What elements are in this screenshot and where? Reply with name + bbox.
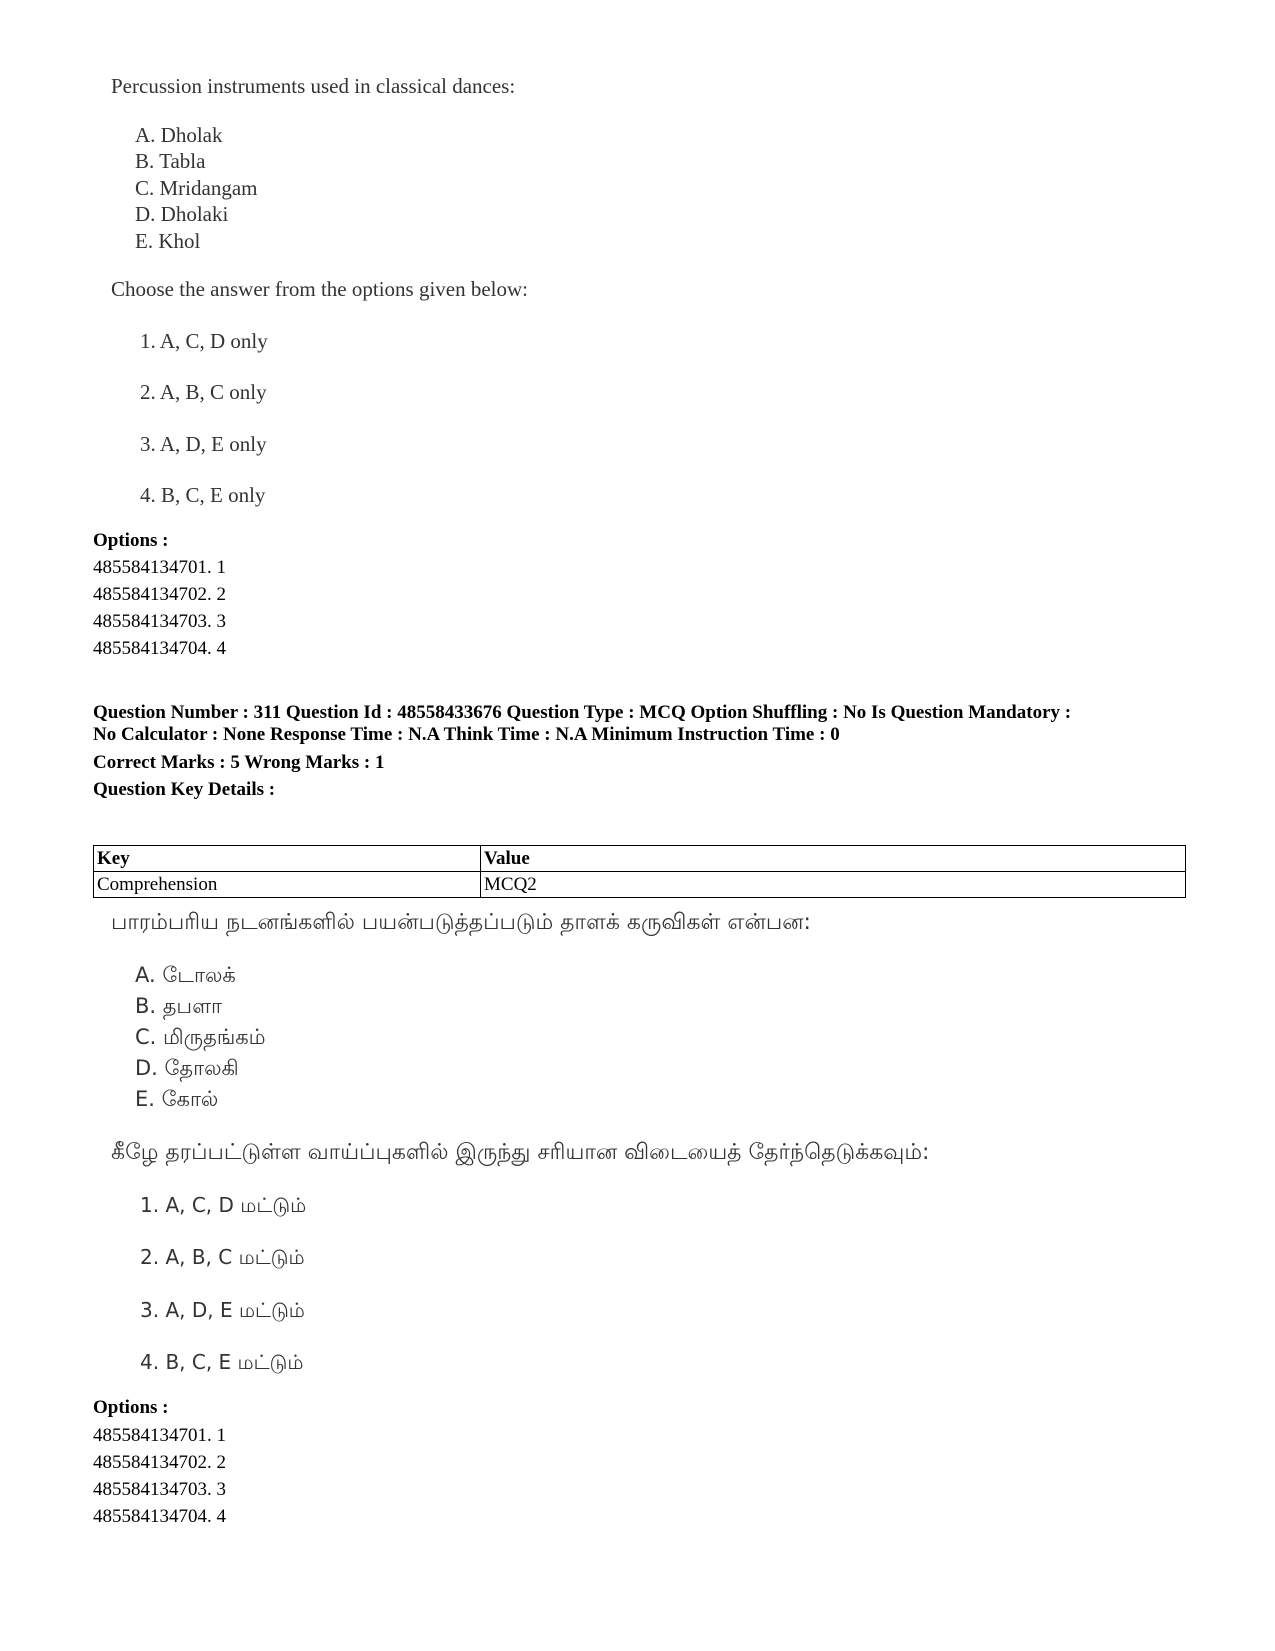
english-instruction: Choose the answer from the options given below: (111, 277, 529, 301)
tamil-choice-2: 2. A, B, C மட்டும் (140, 1245, 305, 1269)
english-choice-2: 2. A, B, C only (140, 380, 267, 404)
tamil-statement-c: C. மிருதங்கம் (135, 1025, 266, 1049)
question-marks: Correct Marks : 5 Wrong Marks : 1 (93, 752, 385, 773)
english-choice-1: 1. A, C, D only (140, 329, 268, 353)
english-choice-3: 3. A, D, E only (140, 432, 267, 456)
option-item: 485584134704. 4 (93, 1506, 226, 1527)
option-item: 485584134702. 2 (93, 584, 226, 605)
key-details-table (93, 845, 1186, 898)
tamil-statement-b: B. தபளா (135, 994, 222, 1018)
tamil-statement-a: A. டோலக் (135, 963, 236, 987)
option-item: 485584134704. 4 (93, 638, 226, 659)
tamil-statement-e: E. கோல் (135, 1087, 219, 1111)
english-choice-4: 4. B, C, E only (140, 483, 266, 507)
option-item: 485584134703. 3 (93, 1479, 226, 1500)
english-statement-e: E. Khol (135, 229, 201, 253)
tamil-instruction: கீழே தரப்பட்டுள்ள வாய்ப்புகளில் இருந்து சரியான விடையைத் தேர்ந்தெடுக்கவும்: (111, 1140, 930, 1165)
english-statement-d: D. Dholaki (135, 202, 229, 226)
table-cell-key: Comprehension (94, 872, 481, 898)
option-item: 485584134701. 1 (93, 557, 226, 578)
table-cell-value: MCQ2 (481, 872, 1186, 898)
table-header-row (94, 846, 1186, 872)
option-item: 485584134702. 2 (93, 1452, 226, 1473)
option-item: 485584134703. 3 (93, 611, 226, 632)
tamil-choice-3: 3. A, D, E மட்டும் (140, 1298, 305, 1322)
english-statement-b: B. Tabla (135, 149, 206, 173)
tamil-choice-1: 1. A, C, D மட்டும் (140, 1193, 307, 1217)
question-meta-line-2: No Calculator : None Response Time : N.A Think Time : N.A Minimum Instruction Time : 0 (93, 724, 840, 745)
option-item: 485584134701. 1 (93, 1425, 226, 1446)
options-heading-1: Options : (93, 530, 169, 551)
table-header-value: Value (481, 846, 1186, 872)
question-meta-line-1: Question Number : 311 Question Id : 48558433676 Question Type : MCQ Option Shuffling : No Is Question Mandatory : (93, 702, 1072, 723)
english-statement-c: C. Mridangam (135, 176, 258, 200)
question-key-details-heading: Question Key Details : (93, 779, 276, 800)
english-statement-a: A. Dholak (135, 123, 223, 147)
table-header-key: Key (94, 846, 481, 872)
tamil-statement-d: D. தோலகி (135, 1056, 239, 1080)
table-row (94, 872, 1186, 898)
options-heading-2: Options : (93, 1397, 169, 1418)
english-question-stem: Percussion instruments used in classical dances: (111, 74, 516, 98)
tamil-choice-4: 4. B, C, E மட்டும் (140, 1350, 304, 1374)
tamil-question-stem: பாரம்பரிய நடனங்களில் பயன்படுத்தப்படும் தாளக் கருவிகள் என்பன: (111, 910, 811, 935)
